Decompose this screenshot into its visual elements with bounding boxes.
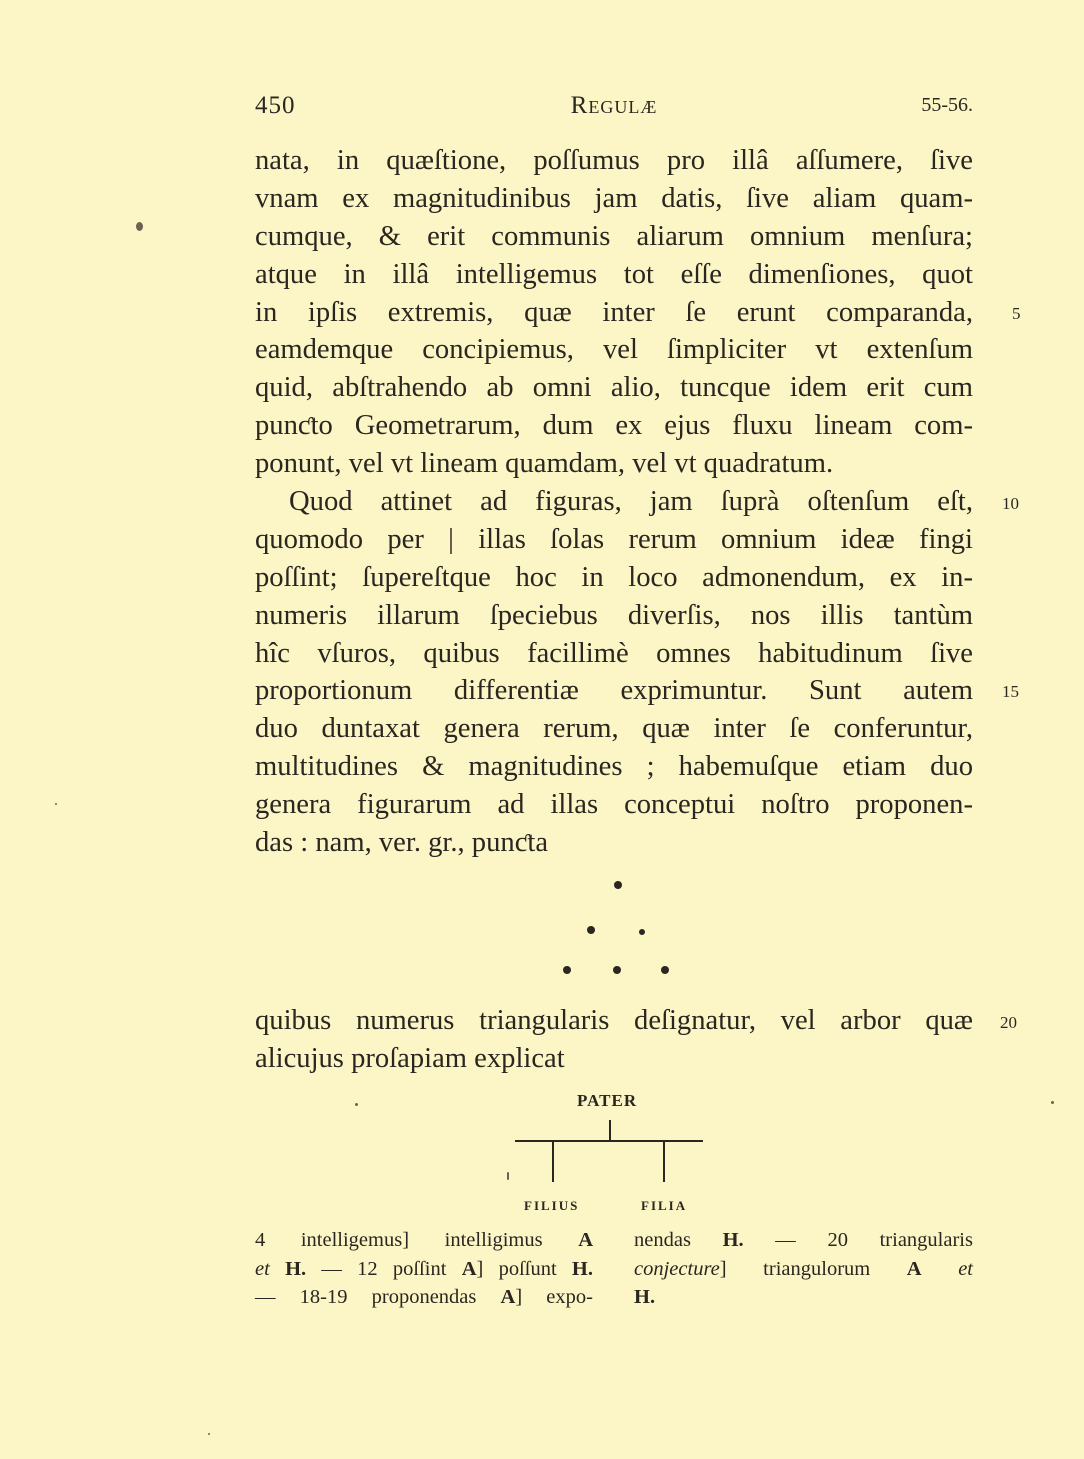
scan-speck xyxy=(507,1172,509,1180)
tree-branch xyxy=(515,1140,703,1142)
note-line: et H. — 12 poſſint A] poſſunt H. xyxy=(255,1257,593,1280)
note-line: 4 intelligemus] intelligimus A xyxy=(255,1229,593,1251)
note-line: conjecture] triangulorum A et xyxy=(634,1257,973,1280)
scan-speck xyxy=(1051,1101,1054,1104)
text-line: das : nam, ver. gr., punƈta xyxy=(255,827,549,859)
text-line: ponunt, vel vt lineam quamdam, vel vt quadratum. xyxy=(255,448,834,480)
text-line: cumque, & erit communis aliarum omnium menſura; xyxy=(255,220,973,252)
text-line: multitudines & magnitudines ; habemuſque etiam duo xyxy=(255,751,973,783)
section-numbers: 55-56. xyxy=(921,94,973,116)
text-line: quibus numerus triangularis deſignatur, vel arbor quæ xyxy=(255,1005,973,1036)
line-number-20: 20 xyxy=(1000,1013,1017,1032)
body-text-upper xyxy=(255,142,973,862)
text-line: punƈto Geometrarum, dum ex ejus fluxu lineam com- xyxy=(255,410,973,442)
apparatus-left xyxy=(255,1226,593,1312)
tree-right-stem xyxy=(663,1142,665,1182)
text-line: atque in illâ intelligemus tot eſſe dimenſiones, quot xyxy=(255,258,973,290)
scan-speck xyxy=(136,222,143,231)
dot xyxy=(661,966,669,974)
text-line: duo duntaxat genera rerum, quæ inter ſe conferuntur, xyxy=(255,713,973,745)
tree-left-label: FILIUS xyxy=(524,1198,580,1213)
dot xyxy=(563,966,571,974)
line-number-5: 5 xyxy=(1012,304,1021,323)
text-line: quid, abſtrahendo ab omni alio, tuncque idem erit cum xyxy=(255,372,973,404)
text-line: alicujus proſapiam explicat xyxy=(255,1042,565,1074)
tree-root-stem xyxy=(609,1120,611,1140)
line-number-10: 10 xyxy=(1002,494,1019,513)
text-line: genera figurarum ad illas conceptui noſtro proponen- xyxy=(255,789,973,821)
note-line: H. xyxy=(634,1286,656,1308)
text-line: vnam ex magnitudinibus jam datis, ſive aliam quam- xyxy=(255,182,973,214)
dot xyxy=(587,926,595,934)
triangular-number-figure xyxy=(560,875,680,980)
note-line: nendas H. — 20 triangularis xyxy=(634,1229,973,1251)
tree-left-stem xyxy=(552,1142,554,1182)
family-tree-figure xyxy=(500,1088,720,1218)
page-number: 450 xyxy=(255,92,296,119)
text-line: quomodo per | illas ſolas rerum omnium ideæ fingi xyxy=(255,523,973,555)
text-line: proportionum differentiæ exprimuntur. Sunt autem xyxy=(255,675,973,707)
body-text-lower xyxy=(255,1002,973,1078)
line-number-15: 15 xyxy=(1002,682,1019,701)
text-line: poſſint; ſupereſtque hoc in loco admonendum, ex in- xyxy=(255,561,973,593)
dot xyxy=(613,966,621,974)
text-line: in ipſis extremis, quæ inter ſe erunt comparanda, xyxy=(255,296,973,328)
tree-root-label: PATER xyxy=(577,1091,638,1110)
scan-speck xyxy=(355,1103,358,1106)
page-title: Regulæ xyxy=(570,92,658,119)
running-header xyxy=(255,92,973,126)
apparatus-right xyxy=(634,1226,973,1312)
text-line: Quod attinet ad figuras, jam ſuprà oſtenſum eſt, xyxy=(289,486,973,518)
tree-right-label: FILIA xyxy=(641,1198,688,1213)
dot xyxy=(614,881,622,889)
text-line: eamdemque concipiemus, vel ſimpliciter vt extenſum xyxy=(255,334,973,366)
note-line: — 18-19 proponendas A] expo- xyxy=(255,1286,593,1308)
text-line: nata, in quæſtione, poſſumus pro illâ aſſumere, ſive xyxy=(255,145,973,176)
text-line: hîc vſuros, quibus facillimè omnes habitudinum ſive xyxy=(255,637,973,669)
dot xyxy=(639,929,645,935)
scan-speck xyxy=(55,803,57,805)
text-line: numeris illarum ſpeciebus diverſis, nos illis tantùm xyxy=(255,599,973,631)
scan-speck xyxy=(208,1433,210,1435)
